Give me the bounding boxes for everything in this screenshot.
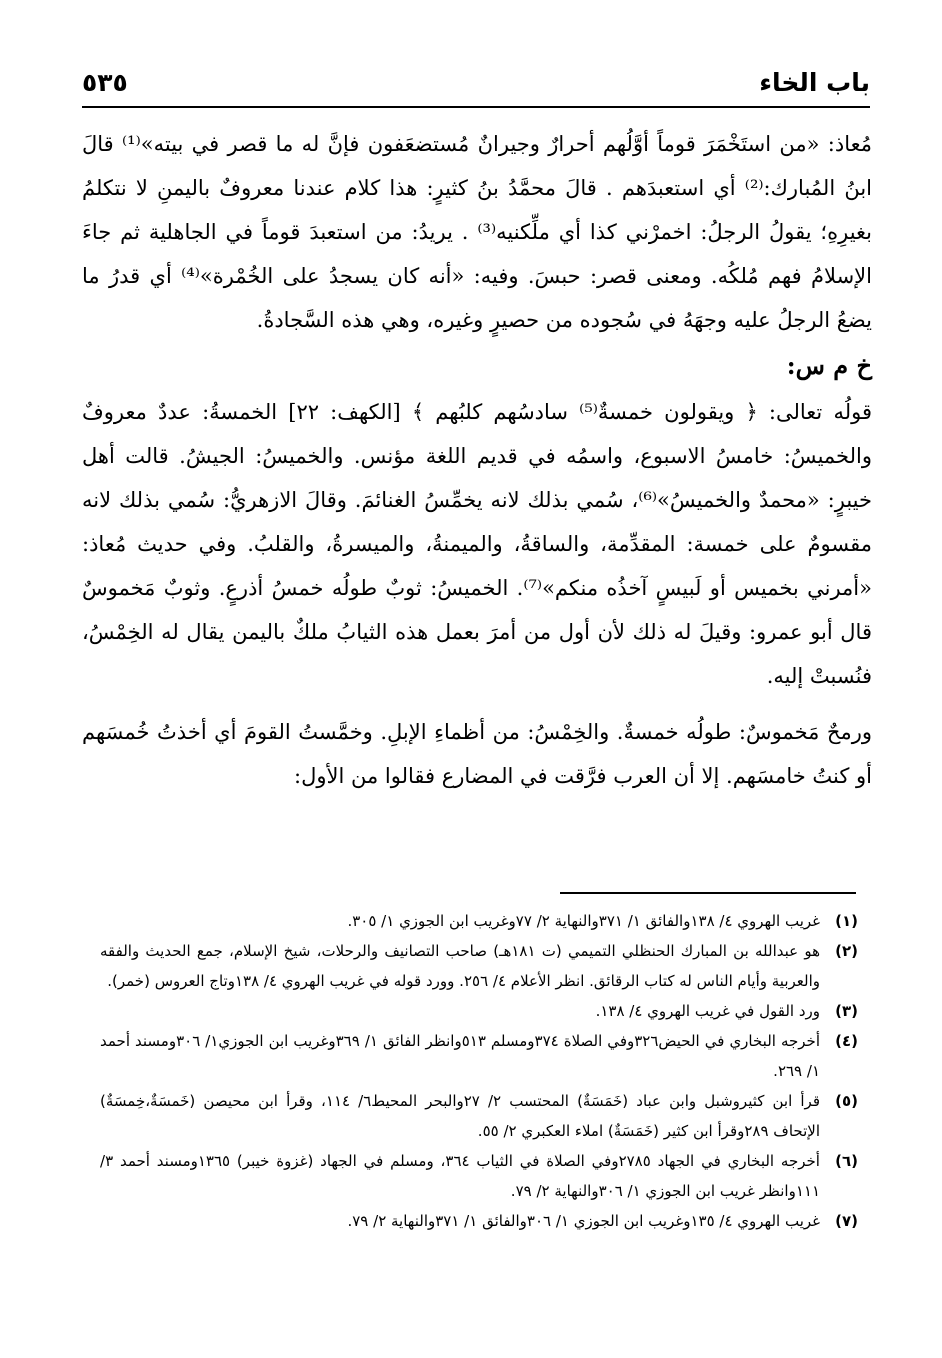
- running-header: [82, 62, 870, 102]
- footnote-text: هو عبدالله بن المبارك الحنظلي التميمي (ت ١٨١هـ) صاحب التصانيف والرحلات، شيخ الإسلام، جمع الحديث والفقه والعربية وأيام الناس له كتاب الرقائق. انظر الأعلام ٤/ ٢٥٦. وورد قوله في غريب الهروي ٤/ ١٣٨وتاج العروس (خمر).: [100, 942, 820, 990]
- main-text: [82, 122, 872, 798]
- paragraph-2: قولُه تعالى: ﴿ ويقولون خمسةٌ⁽⁵⁾ سادسُهم كلبُهم ﴾ [الكهف: ٢٢] الخمسةُ: عددٌ معروفٌ والخميسُ: خامسُ الاسبوع، واسمُه في قديم اللغة مؤنس. والخميسُ: الجيشُ. قالت أهل خيبرٍ: «محمدٌ والخميسُ»⁽⁶⁾، سُمي بذلك لانه يخمِّسُ الغنائمَ. وقالَ الازهريُّ: سُمي بذلك لانه مقسومٌ على خمسة: المقدِّمة، والساقةُ، والميمنةُ، والميسرةُ، والقلبُ. وفي حديث مُعاذ: «أمرني بخميس أو لَبيسٍ آخذُه منكم»⁽⁷⁾. الخميسُ: ثوبٌ طولُه خمسُ أذرعٍ. وثوبٌ مَخموسٌ قال أبو عمرو: وقيلَ له ذلك لأن أول من أمرَ بعمل هذه الثيابُ ملكٌ باليمن يقال له الخِمْسُ، فنُسبتْ إليه.: [82, 400, 872, 688]
- footnote-number: (١): [835, 912, 858, 930]
- footnote-rule: [560, 892, 856, 894]
- footnote-text: قرأ ابن كثيروشبل وابن عباد (خَمَسَةٌ) المحتسب ٢/ ٢٧والبحر المحيط٦/ ١١٤، وقرأ ابن محيصن (خَمسَةٌ،خِمسَةٌ) الإتحاف ٢٨٩وقرأ ابن كثير (خَمَسَةٌ) املاء العكبري ٢/ ٥٥.: [100, 1092, 821, 1140]
- footnote-item: [100, 1146, 858, 1206]
- footnotes: [100, 906, 858, 1236]
- footnote-item: [100, 996, 858, 1026]
- paragraph-1: مُعاذ: «من استَخْمَرَ قوماً أوَّلُهم أحرارٌ وجيرانٌ مُستضعَفون فإنَّ له ما قصر في بيته»⁽¹⁾ قالَ ابنُ المُبارك:⁽²⁾ أي استعبدَهم . قالَ محمَّدُ بنُ كثيرٍ: هذا كلام عندنا معروفٌ باليمنِ لا نتكلمُ بغيرِهِ؛ يقولُ الرجلُ: اخمرْني كذا أي ملِّكنيه⁽³⁾ . يريدُ: من استعبدَ قوماً في الجاهلية ثم جاءَ الإسلامُ فهم مُلكُه. ومعنى قصر: حبسَ. وفيه: «أنه كان يسجدُ على الخُمْرة»⁽⁴⁾ أي قدرُ ما يضعُ الرجلُ عليه وجهَهُ في سُجوده من حصيرٍ وغيره، وهي هذه السَّجادةُ.: [82, 132, 873, 332]
- footnote-item: [100, 1086, 858, 1146]
- footnote-text: غريب الهروي ٤/ ١٣٥وغريب ابن الجوزي ١/ ٣٠٦والفائق ١/ ٣٧١والنهاية ٢/ ٧٩.: [347, 1212, 820, 1230]
- footnote-text: أخرجه البخاري في الحيض٣٢٦وفي الصلاة ٣٧٤ومسلم ٥١٣وانظر الفائق ١/ ٣٦٩وغريب ابن الجوزي١/ ٣٠٦ومسند أحمد ١/ ٢٦٩.: [100, 1032, 820, 1080]
- footnote-number: (٥): [835, 1092, 858, 1110]
- section-heading: خ م س:: [786, 351, 872, 380]
- footnote-number: (٧): [835, 1212, 858, 1230]
- footnote-item: [100, 936, 858, 996]
- footnote-text: غريب الهروي ٤/ ١٣٨والفائق ١/ ٣٧١والنهاية ٢/ ٧٧وغريب ابن الجوزي ١/ ٣٠٥.: [347, 912, 820, 930]
- footnote-number: (٦): [835, 1152, 858, 1170]
- footnote-item: [100, 1026, 858, 1086]
- footnote-text: ورد القول في غريب الهروي ٤/ ١٣٨.: [595, 1002, 820, 1020]
- chapter-title: باب الخاء: [759, 67, 870, 97]
- header-rule: [82, 106, 870, 108]
- paragraph-3: ورمحٌ مَخموسٌ: طولُه خمسةٌ. والخِمْسُ: من أظماءِ الإبلِ. وخمَّستُ القومَ أي أخذتُ خُمسَهم أو كنتُ خامسَهم. إلا أن العرب فرَّقت في المضارع فقالوا من الأول:: [82, 720, 872, 788]
- footnote-text: أخرجه البخاري في الجهاد ٢٧٨٥وفي الصلاة في الثياب ٣٦٤، ومسلم في الجهاد (غزوة خيبر) ١٣٦٥ومسند أحمد ٣/ ١١١وانظر غريب ابن الجوزي ١/ ٣٠٦والنهاية ٢/ ٧٩.: [100, 1152, 820, 1200]
- footnote-item: [100, 906, 858, 936]
- footnote-number: (٤): [835, 1032, 858, 1050]
- page-number: ٥٣٥: [82, 67, 128, 97]
- footnote-number: (٢): [835, 942, 858, 960]
- footnote-number: (٣): [835, 1002, 858, 1020]
- footnote-item: [100, 1206, 858, 1236]
